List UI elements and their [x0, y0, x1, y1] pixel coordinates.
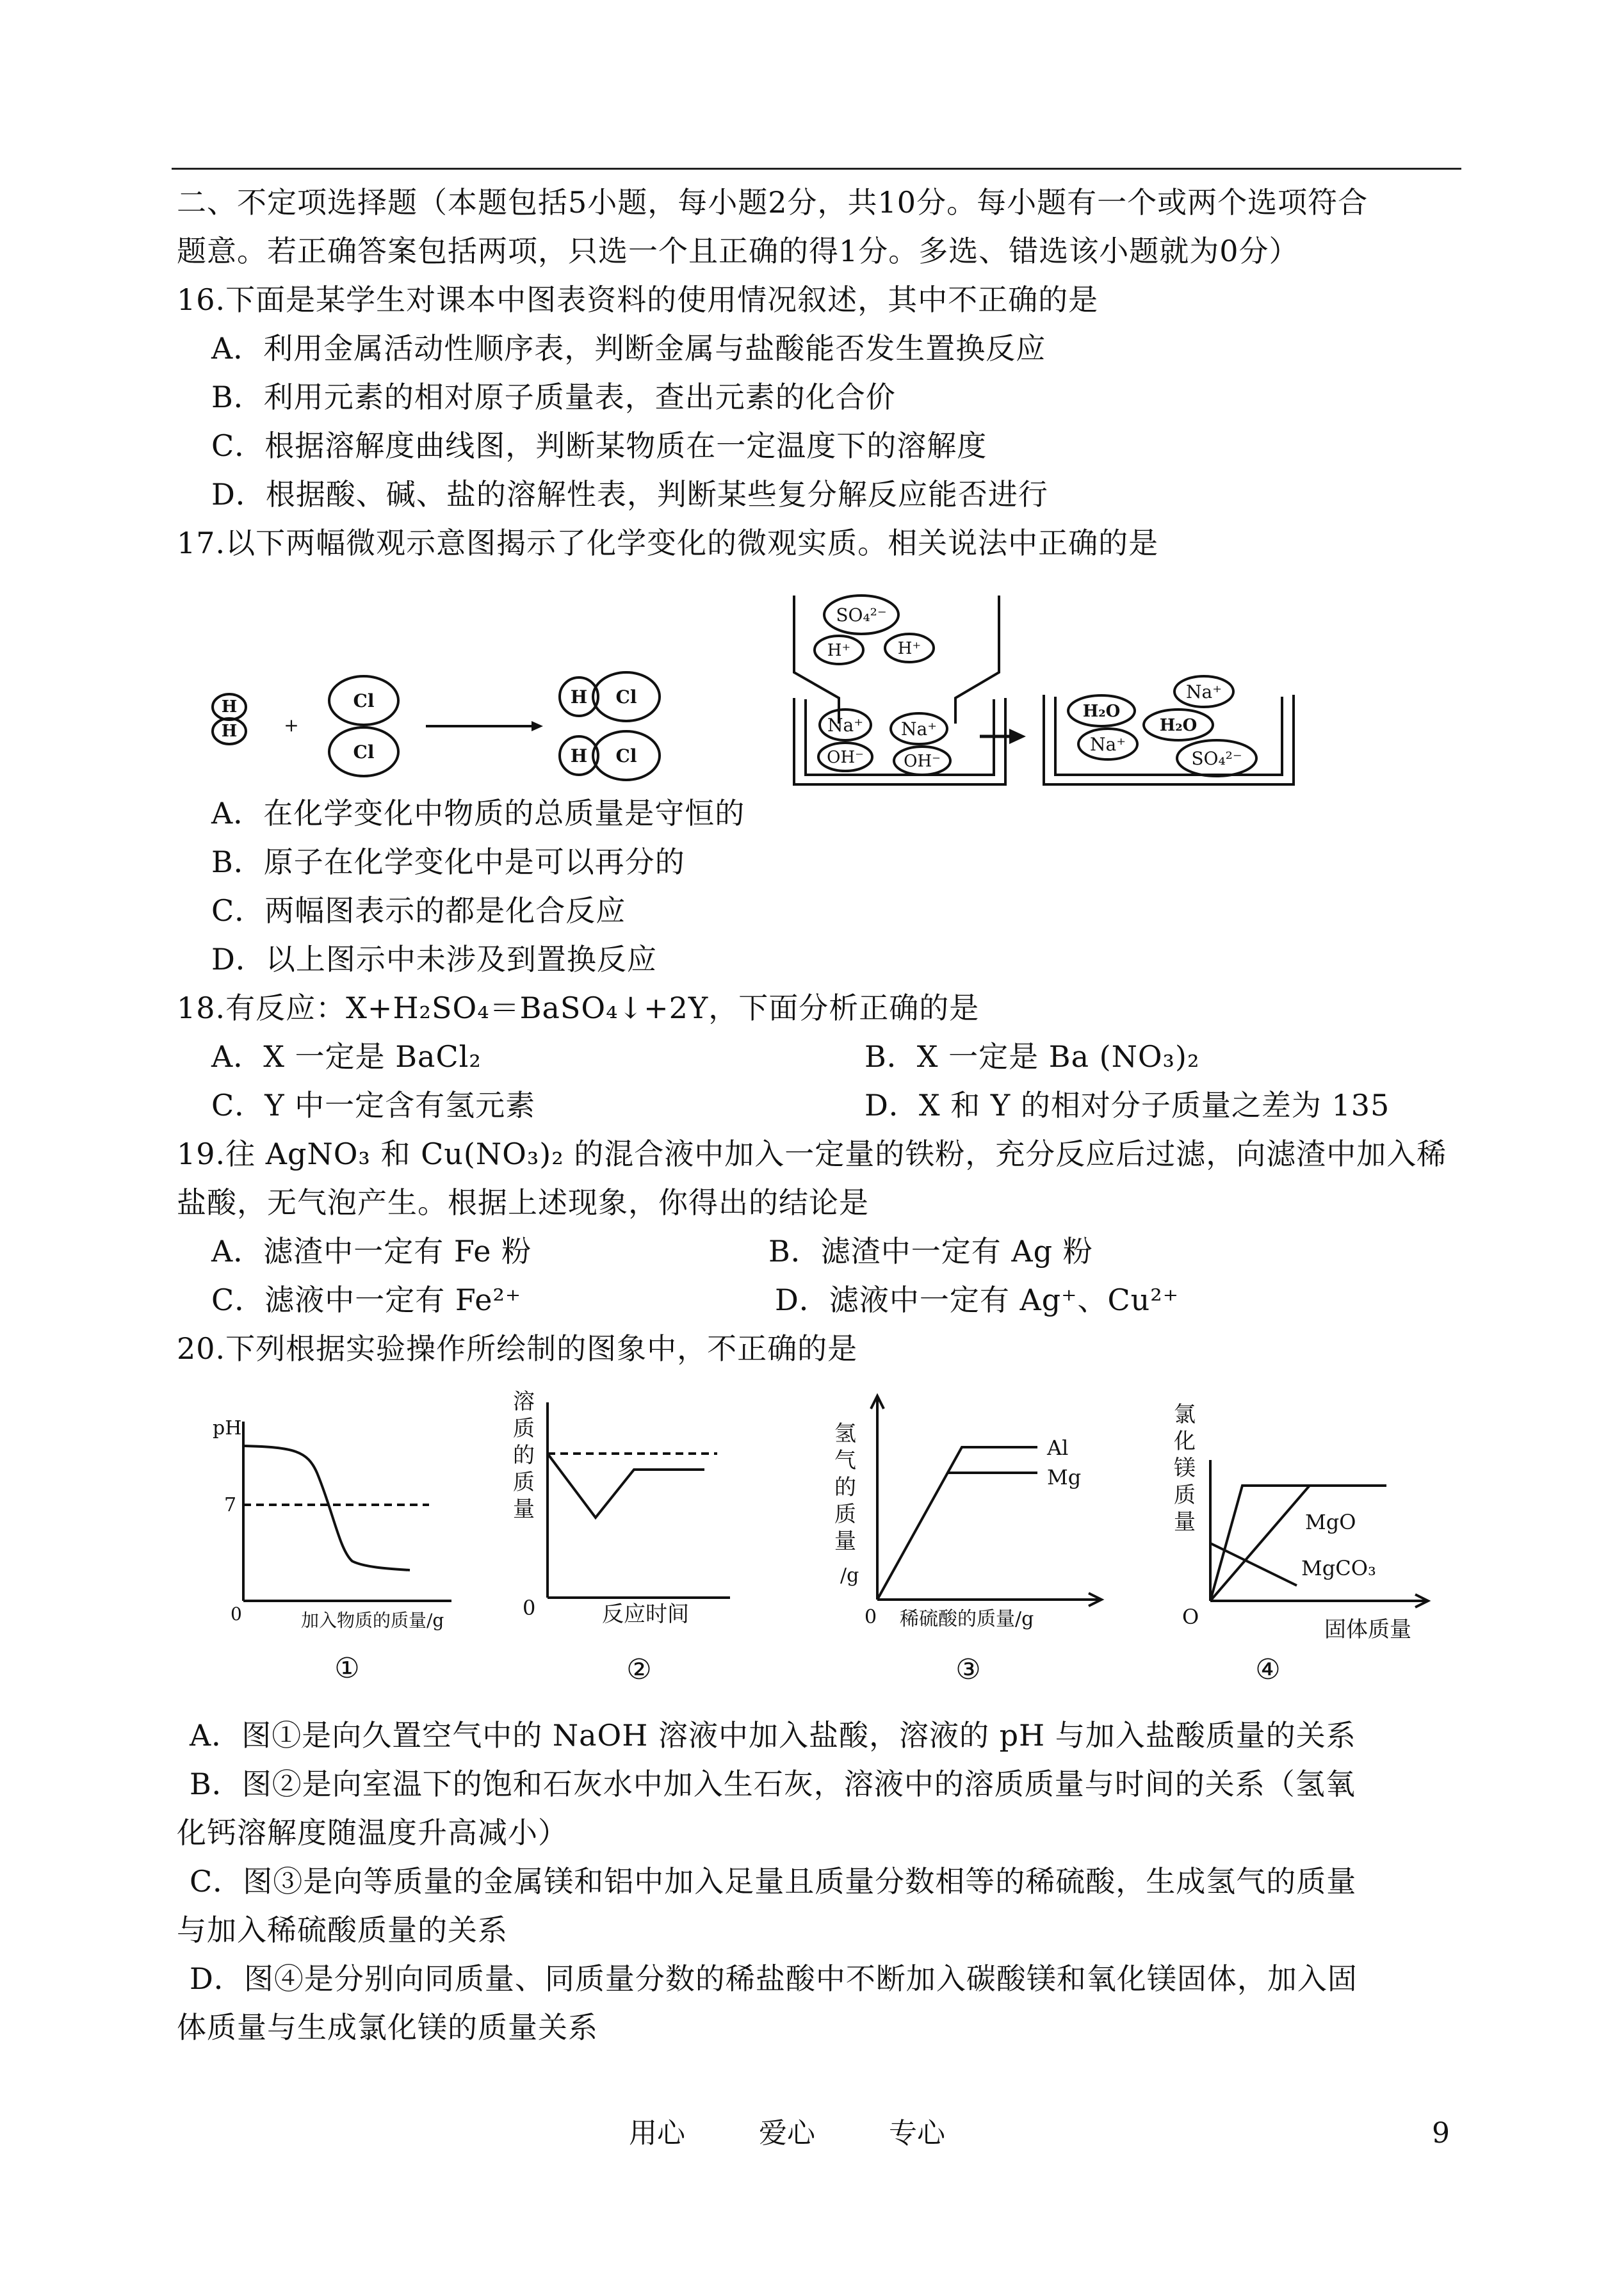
graph1-xlabel: 加入物质的质量/g: [301, 1610, 444, 1631]
q18-stem: 18.有反应：X+H₂SO₄＝BaSO₄↓+2Y，下面分析正确的是: [177, 991, 980, 1025]
h-atom-label: H: [221, 697, 238, 717]
q20-graph-3: [820, 1383, 1121, 1710]
graph3-al-label: Al: [1047, 1436, 1069, 1460]
q17-option-d: D．以上图示中未涉及到置换反应: [211, 942, 657, 977]
plus-sign: +: [284, 715, 299, 736]
svg-text:质: 质: [1174, 1482, 1196, 1508]
graph2-ylabel-5: 量: [513, 1496, 535, 1522]
q20-option-b-line2: 化钙溶解度随温度升高减小）: [177, 1815, 568, 1850]
graph3-xlabel: 稀硫酸的质量/g: [900, 1608, 1034, 1630]
q17-figure-h2-cl2: [199, 660, 685, 788]
graph3-number: ③: [955, 1653, 981, 1686]
h-atom-label: H: [570, 745, 588, 766]
sulfate-ion-label: SO₄²⁻: [1191, 748, 1242, 769]
q19-stem-line2: 盐酸，无气泡产生。根据上述现象，你得出的结论是: [177, 1185, 869, 1220]
cl-atom-label: Cl: [353, 742, 375, 763]
graph3-origin: 0: [865, 1606, 877, 1628]
graph4-mgo-label: MgO: [1305, 1510, 1356, 1534]
cl-atom-label: Cl: [615, 686, 637, 708]
q18-option-c: C．Y 中一定含有氢元素: [211, 1088, 536, 1123]
svg-text:的: 的: [834, 1475, 856, 1500]
q20-graph-1: [205, 1396, 461, 1703]
q20-option-b-line1: B．图②是向室温下的饱和石灰水中加入生石灰，溶液中的溶质质量与时间的关系（氢氧: [190, 1767, 1356, 1801]
q20-graph-2: [499, 1390, 743, 1710]
q20-stem: 20.下列根据实验操作所绘制的图象中，不正确的是: [177, 1331, 858, 1366]
q17-stem: 17.以下两幅微观示意图揭示了化学变化的微观实质。相关说法中正确的是: [177, 526, 1159, 560]
na-ion-label: Na⁺: [827, 715, 863, 736]
graph4-number: ④: [1255, 1653, 1281, 1686]
footer-middle: 爱心: [759, 2117, 815, 2150]
q20-option-a: A．图①是向久置空气中的 NaOH 溶液中加入盐酸，溶液的 pH 与加入盐酸质量的关系: [190, 1718, 1356, 1753]
svg-text:氯: 氯: [1174, 1402, 1196, 1427]
q18-option-a: A．X 一定是 BaCl₂: [211, 1039, 482, 1074]
water-label: H₂O: [1159, 716, 1198, 735]
cl-atom-label: Cl: [353, 690, 375, 711]
q20-option-c-line2: 与加入稀硫酸质量的关系: [177, 1913, 508, 1947]
na-ion-label: Na⁺: [1090, 734, 1126, 755]
graph4-xlabel: 固体质量: [1324, 1617, 1411, 1642]
graph2-origin: 0: [523, 1596, 536, 1620]
graph4-mgco3-label: MgCO₃: [1301, 1556, 1376, 1580]
graph1-tick-7: 7: [224, 1494, 237, 1516]
svg-text:化: 化: [1174, 1429, 1196, 1454]
graph2-xlabel: 反应时间: [602, 1602, 689, 1627]
svg-text:量: 量: [1174, 1509, 1196, 1535]
graph2-ylabel-3: 的: [513, 1443, 535, 1468]
footer-right: 专心: [889, 2117, 945, 2150]
svg-text:镁: 镁: [1174, 1456, 1196, 1481]
h-atom-label: H: [570, 686, 588, 708]
cl-atom-label: Cl: [615, 745, 637, 766]
oh-ion-label: OH⁻: [827, 748, 864, 767]
q18-option-b: B．X 一定是 Ba (NO₃)₂: [865, 1039, 1200, 1074]
sulfate-ion-label: SO₄²⁻: [836, 604, 887, 626]
q17-figure-neutralization: [768, 589, 1332, 794]
q19-option-a: A．滤渣中一定有 Fe 粉: [211, 1234, 532, 1269]
svg-text:氢: 氢: [834, 1421, 856, 1447]
graph2-ylabel-1: 溶: [513, 1390, 535, 1415]
q16-stem: 16.下面是某学生对课本中图表资料的使用情况叙述，其中不正确的是: [177, 282, 1099, 317]
q17-option-a: A．在化学变化中物质的总质量是守恒的: [211, 796, 745, 831]
graph2-ylabel-2: 质: [513, 1416, 535, 1441]
q19-stem-line1: 19.往 AgNO₃ 和 Cu(NO₃)₂ 的混合液中加入一定量的铁粉，充分反应后过滤，向滤渣中加入稀: [177, 1137, 1447, 1171]
svg-text:气: 气: [834, 1448, 856, 1473]
graph2-ylabel-4: 质: [513, 1470, 535, 1495]
graph3-mg-label: Mg: [1047, 1465, 1082, 1489]
q16-option-d: D．根据酸、碱、盐的溶解性表，判断某些复分解反应能否进行: [211, 477, 1048, 512]
na-ion-label: Na⁺: [901, 718, 937, 740]
graph2-number: ②: [626, 1653, 652, 1686]
q17-option-c: C．两幅图表示的都是化合反应: [211, 893, 626, 928]
graph1-origin: 0: [231, 1603, 242, 1625]
q16-option-b: B．利用元素的相对原子质量表，查出元素的化合价: [211, 380, 896, 414]
q18-option-d: D．X 和 Y 的相对分子质量之差为 135: [865, 1088, 1390, 1123]
q19-option-c: C．滤液中一定有 Fe²⁺: [211, 1283, 522, 1317]
graph3-yunit: /g: [840, 1564, 859, 1587]
q17-option-b: B．原子在化学变化中是可以再分的: [211, 845, 685, 879]
na-ion-label: Na⁺: [1186, 681, 1222, 702]
q20-option-d-line2: 体质量与生成氯化镁的质量关系: [177, 2010, 598, 2045]
h-atom-label: H: [221, 722, 238, 741]
h-ion-label: H⁺: [897, 639, 922, 658]
svg-text:量: 量: [834, 1529, 856, 1554]
q16-option-c: C．根据溶解度曲线图，判断某物质在一定温度下的溶解度: [211, 428, 987, 463]
q19-option-d: D．滤液中一定有 Ag⁺、Cu²⁺: [775, 1283, 1179, 1317]
h-ion-label: H⁺: [827, 641, 851, 660]
q20-option-c-line1: C．图③是向等质量的金属镁和铝中加入足量且质量分数相等的稀硫酸，生成氢气的质量: [190, 1864, 1357, 1899]
graph1-ylabel: pH: [213, 1417, 242, 1439]
q20-option-d-line1: D．图④是分别向同质量、同质量分数的稀盐酸中不断加入碳酸镁和氧化镁固体，加入固: [190, 1961, 1358, 1996]
graph1-number: ①: [334, 1652, 360, 1685]
section-heading-line1: 二、不定项选择题（本题包括5小题，每小题2分，共10分。每小题有一个或两个选项符合: [177, 185, 1368, 220]
footer-left: 用心: [629, 2117, 685, 2150]
graph4-origin: O: [1182, 1605, 1199, 1629]
page-number: 9: [1432, 2117, 1450, 2150]
svg-text:质: 质: [834, 1502, 856, 1527]
oh-ion-label: OH⁻: [904, 752, 941, 771]
section-heading-line2: 题意。若正确答案包括两项，只选一个且正确的得1分。多选、错选该小题就为0分）: [177, 234, 1299, 268]
water-label: H₂O: [1082, 702, 1121, 721]
q16-option-a: A．利用金属活动性顺序表，判断金属与盐酸能否发生置换反应: [211, 331, 1046, 366]
header-rule: [172, 168, 1461, 170]
q20-graph-4: [1159, 1390, 1454, 1703]
q19-option-b: B．滤渣中一定有 Ag 粉: [768, 1234, 1093, 1269]
